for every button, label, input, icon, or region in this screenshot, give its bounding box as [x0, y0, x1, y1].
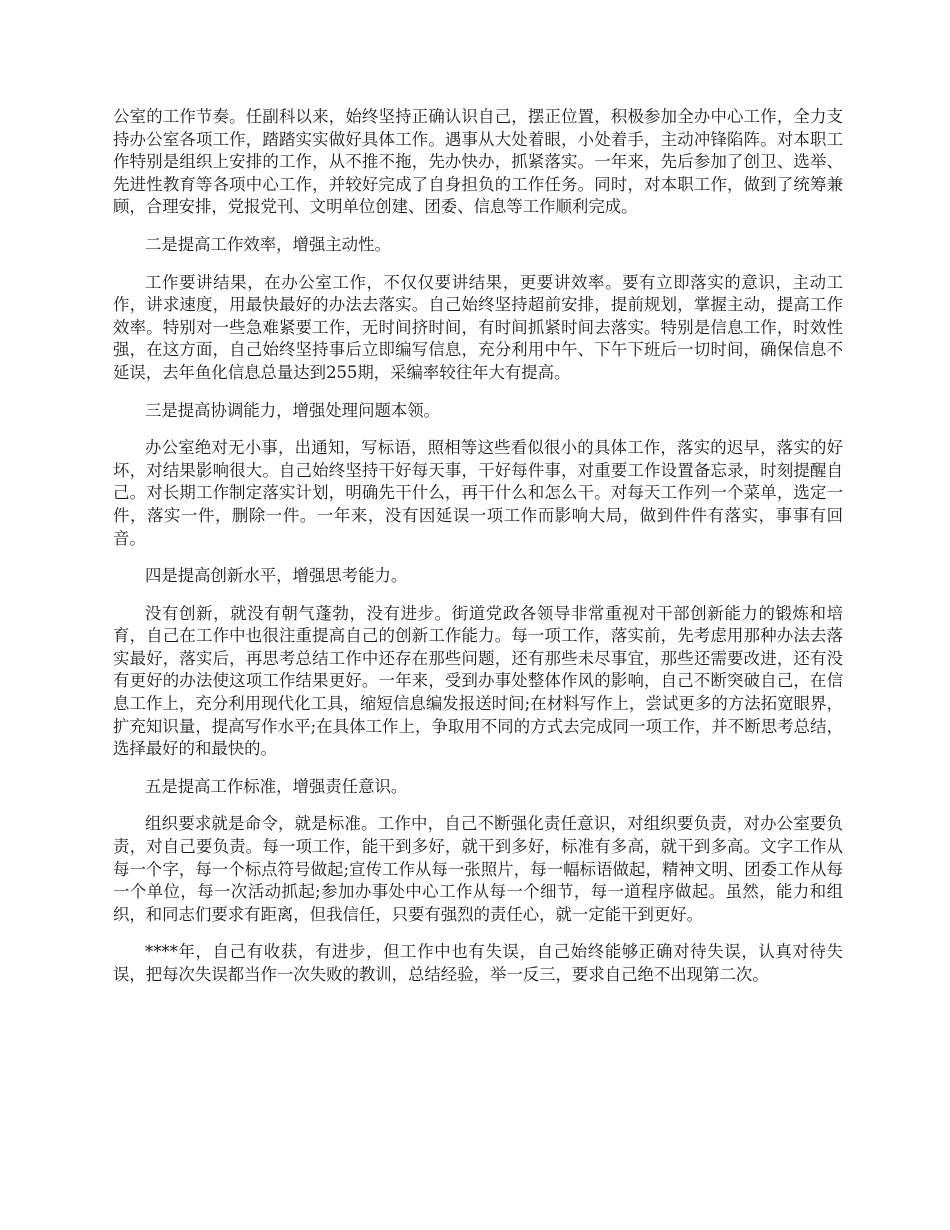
document-page	[113, 106, 843, 1002]
paragraph-coordination: 办公室绝对无小事，出通知，写标语，照相等这些看似很小的具体工作，落实的迟早，落实的好坏，对结果影响很大。自己始终坚持干好每天事，干好每件事，对重要工作设置备忘录，时刻提醒自己。对长期工作制定落实计划，明确先干什么，再干什么和怎么干。对每天工作列一个菜单，选定一件，落实一件，删除一件。一年来，没有因延误一项工作而影响大局，做到件件有落实，事事有回音。	[113, 438, 843, 548]
paragraph-efficiency: 工作要讲结果，在办公室工作，不仅仅要讲结果，更要讲效率。要有立即落实的意识，主动工作，讲求速度，用最快最好的办法去落实。自己始终坚持超前安排，提前规划，掌握主动，提高工作效率。特别对一些急难紧要工作，无时间挤时间，有时间抓紧时间去落实。特别是信息工作，时效性强，在这方面，自己始终坚持事后立即编写信息，充分利用中午、下午下班后一切时间，确保信息不延误，去年鱼化信息总量达到255期，采编率较往年大有提高。	[113, 272, 843, 382]
paragraph-conclusion: ****年，自己有收获，有进步，但工作中也有失误，自己始终能够正确对待失误，认真对待失误，把每次失误都当作一次失败的教训，总结经验，举一反三，要求自己绝不出现第二次。	[113, 942, 843, 984]
section-heading-responsibility: 五是提高工作标准，增强责任意识。	[145, 776, 408, 796]
paragraph-responsibility: 组织要求就是命令，就是标准。工作中，自己不断强化责任意识，对组织要负责，对办公室要负责，对自己要负责。每一项工作，能干到多好，就干到多好，标准有多高，就干到多高。文字工作从每一个字，每一个标点符号做起;宣传工作从每一张照片，每一幅标语做起，精神文明、团委工作从每一个单位，每一次活动抓起;参加办事处中心工作从每一个细节，每一道程序做起。虽然，能力和组织，和同志们要求有距离，但我信任，只要有强烈的责任心，就一定能干到更好。	[113, 814, 843, 924]
paragraph-office-rhythm: 公室的工作节奏。任副科以来，始终坚持正确认识自己，摆正位置，积极参加全办中心工作，全力支持办公室各项工作，踏踏实实做好具体工作。遇事从大处着眼，小处着手，主动冲锋陷阵。对本职工作特别是组织上安排的工作，从不推不拖，先办快办，抓紧落实。一年来，先后参加了创卫、选举、先进性教育等各项中心工作，并较好完成了自身担负的工作任务。同时，对本职工作，做到了统筹兼顾，合理安排，党报党刊、文明单位创建、团委、信息等工作顺利完成。	[113, 107, 843, 217]
section-heading-coordination: 三是提高协调能力，增强处理问题本领。	[145, 400, 441, 420]
section-heading-efficiency: 二是提高工作效率，增强主动性。	[145, 234, 391, 254]
paragraph-innovation: 没有创新，就没有朝气蓬勃，没有进步。街道党政各领导非常重视对干部创新能力的锻炼和培育，自己在工作中也很注重提高自己的创新工作能力。每一项工作，落实前，先考虑用那种办法去落实最好，落实后，再思考总结工作中还存在那些问题，还有那些未尽事宜，那些还需要改进，还有没有更好的办法使这项工作结果更好。一年来，受到办事处整体作风的影响，自己不断突破自己，在信息工作上，充分利用现代化工具，缩短信息编发报送时间;在材料写作上，尝试更多的方法拓宽眼界，扩充知识量，提高写作水平;在具体工作上，争取用不同的方式去完成同一项工作，并不断思考总结，选择最好的和最快的。	[113, 603, 843, 759]
section-heading-innovation: 四是提高创新水平，增强思考能力。	[145, 566, 408, 586]
